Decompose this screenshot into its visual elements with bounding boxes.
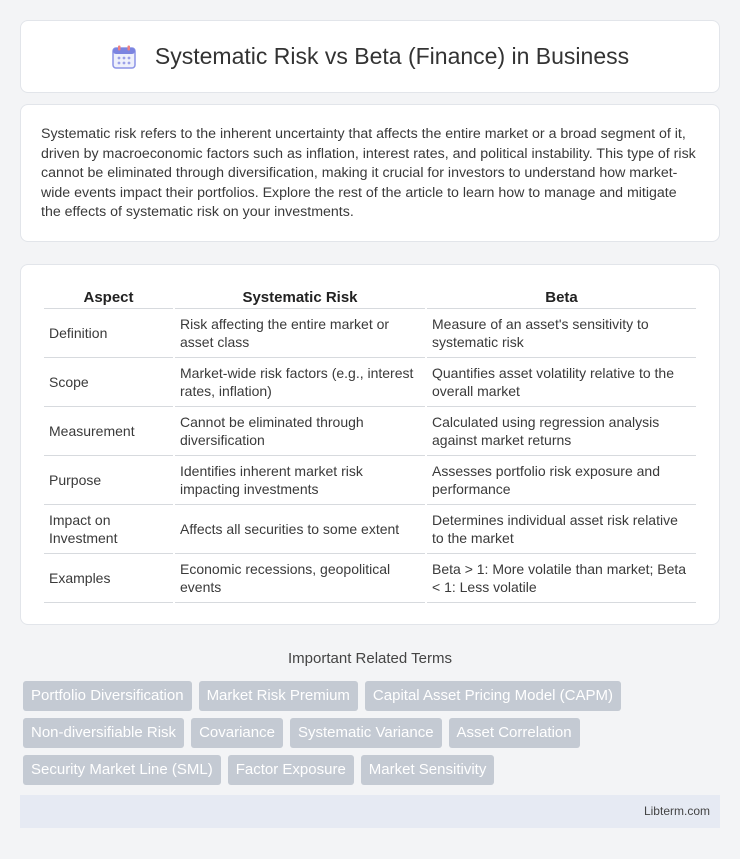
- cell-aspect: Measurement: [44, 407, 173, 456]
- cell-systematic-risk: Affects all securities to some extent: [175, 505, 425, 554]
- cell-aspect: Examples: [44, 554, 173, 603]
- table-row: [44, 407, 696, 456]
- comparison-table: [42, 285, 698, 603]
- cell-aspect: Definition: [44, 309, 173, 358]
- intro-text: Systematic risk refers to the inherent uncertainty that affects the entire market or a broad segment of it, driven by macroeconomic factors such as inflation, interest rates, and political instability. This type of risk cannot be eliminated through diversification, making it crucial for investors to understand how market-wide events impact their portfolios. Explore the rest of the article to learn how to manage and mitigate the effects of systematic risk on your investments.: [41, 126, 696, 221]
- cell-aspect: Purpose: [44, 456, 173, 505]
- related-term-tag[interactable]: Asset Correlation: [449, 718, 580, 748]
- cell-beta: Beta > 1: More volatile than market; Beta < 1: Less volatile: [427, 554, 696, 603]
- related-term-tag[interactable]: Systematic Variance: [290, 718, 442, 748]
- footer-site-link[interactable]: Libterm.com: [643, 804, 710, 818]
- related-term-tag[interactable]: Security Market Line (SML): [23, 755, 221, 785]
- related-terms-list: [20, 681, 720, 785]
- cell-beta: Determines individual asset risk relative to the market: [427, 505, 696, 554]
- header-systematic-risk: Systematic Risk: [175, 285, 425, 309]
- table-row: [44, 456, 696, 505]
- intro-card: [20, 104, 720, 242]
- comparison-table-card: [20, 264, 720, 625]
- related-term-tag[interactable]: Covariance: [191, 718, 283, 748]
- related-term-tag[interactable]: Market Sensitivity: [361, 755, 495, 785]
- title-card: [20, 20, 720, 93]
- cell-systematic-risk: Economic recessions, geopolitical events: [175, 554, 425, 603]
- table-header-row: [44, 285, 696, 309]
- table-row: [44, 554, 696, 603]
- cell-aspect: Scope: [44, 358, 173, 407]
- cell-beta: Quantifies asset volatility relative to the overall market: [427, 358, 696, 407]
- related-terms-title: Important Related Terms: [288, 650, 452, 667]
- calendar-icon: [111, 44, 137, 70]
- related-term-tag[interactable]: Market Risk Premium: [199, 681, 358, 711]
- header-beta: Beta: [427, 285, 696, 309]
- table-row: [44, 505, 696, 554]
- related-terms-section: [20, 650, 720, 785]
- related-term-tag[interactable]: Capital Asset Pricing Model (CAPM): [365, 681, 621, 711]
- cell-systematic-risk: Cannot be eliminated through diversification: [175, 407, 425, 456]
- cell-systematic-risk: Risk affecting the entire market or asset class: [175, 309, 425, 358]
- header-aspect: Aspect: [44, 285, 173, 309]
- table-row: [44, 309, 696, 358]
- related-term-tag[interactable]: Non-diversifiable Risk: [23, 718, 184, 748]
- cell-beta: Measure of an asset's sensitivity to systematic risk: [427, 309, 696, 358]
- cell-beta: Assesses portfolio risk exposure and performance: [427, 456, 696, 505]
- related-term-tag[interactable]: Factor Exposure: [228, 755, 354, 785]
- footer: [20, 795, 720, 828]
- cell-aspect: Impact on Investment: [44, 505, 173, 554]
- cell-systematic-risk: Market-wide risk factors (e.g., interest rates, inflation): [175, 358, 425, 407]
- cell-beta: Calculated using regression analysis against market returns: [427, 407, 696, 456]
- cell-systematic-risk: Identifies inherent market risk impacting investments: [175, 456, 425, 505]
- page-title: Systematic Risk vs Beta (Finance) in Business: [154, 43, 630, 69]
- related-term-tag[interactable]: Portfolio Diversification: [23, 681, 192, 711]
- table-row: [44, 358, 696, 407]
